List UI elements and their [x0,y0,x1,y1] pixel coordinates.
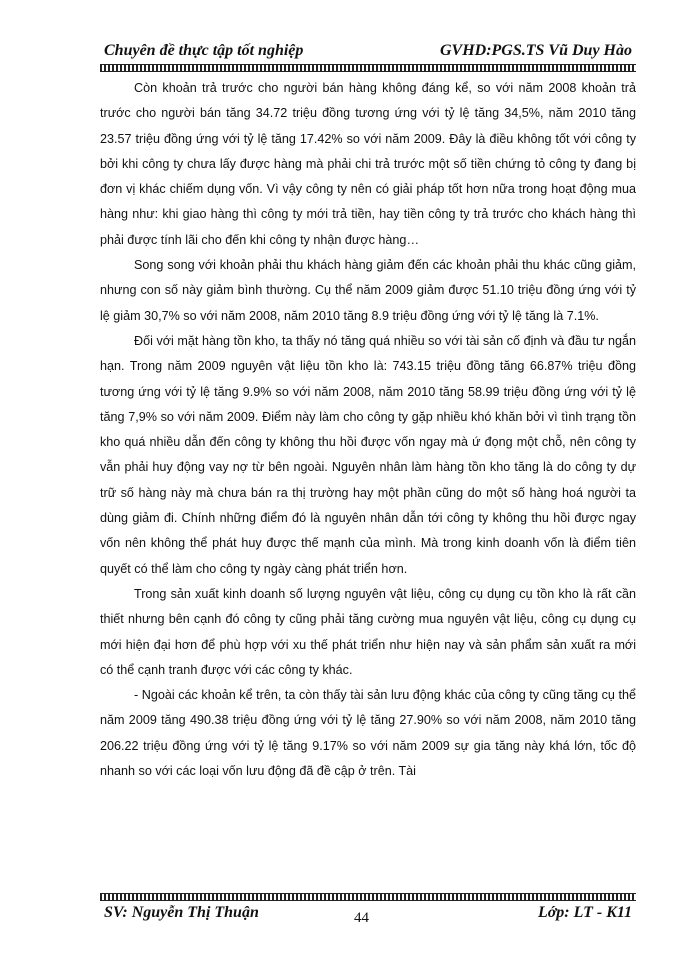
footer-student: SV: Nguyễn Thị Thuận [104,904,259,921]
header-divider [100,64,636,72]
header-advisor: GVHD:PGS.TS Vũ Duy Hào [439,42,632,59]
paragraph: - Ngoài các khoản kể trên, ta còn thấy tài sản lưu động khác của công ty cũng tăng cụ thể năm 2009 tăng 490.38 triệu đồng ứng với tỷ lệ tăng 27.90% so với năm 2008, năm 2010 tăng 206.22 triệu đồng ứng với tỷ lệ tăng 9.17% so với năm 2009 sự gia tăng này khá lớn, tốc độ nhanh so với các loại vốn lưu động đã đề cập ở trên. Tài [100,688,636,779]
paragraph: Trong sản xuất kinh doanh số lượng nguyên vật liệu, công cụ dụng cụ tồn kho là rất cần thiết nhưng bên cạnh đó công ty cũng phải tăng cường mua nguyên vật liệu, công cụ dụng cụ mới hiện đại hơn để phù hợp với xu thế phát triển như hiện nay và sản phẩm sản xuất ra mới có thể cạnh tranh được với các công ty khác. [100,586,636,677]
paragraph: Song song với khoản phải thu khách hàng giảm đến các khoản phải thu khác cũng giảm, nhưng con số này giảm bình thường. Cụ thể năm 2009 giảm được 51.10 triệu đồng ứng với tỷ lệ giảm 30,7% so với năm 2008, năm 2010 tăng 8.9 triệu đồng ứng với tỷ lệ tăng là 7.1%. [100,258,636,323]
document-body [100,76,636,784]
page-footer [104,904,632,928]
footer-divider [100,893,636,901]
header-title: Chuyên đề thực tập tốt nghiệp [104,42,304,59]
paragraph: Đối với mặt hàng tồn kho, ta thấy nó tăng quá nhiều so với tài sản cố định và đầu tư ngắn hạn. Trong năm 2009 nguyên vật liệu tồn kho là: 743.15 triệu đồng tăng 66.87% triệu đồng tương ứng với tỷ lệ tăng 9.9% so với năm 2008, năm 2010 tăng 58.99 triệu đồng ứng với tỷ lệ tăng 7,9% so với năm 2009. Điểm này làm cho công ty gặp nhiều khó khăn bởi vì tình trạng tồn kho quá nhiều dẫn đến công ty không thu hồi được vốn ngay mà ứ đọng một chỗ, nên công ty vẫn phải huy động vay nợ từ bên ngoài. Nguyên nhân làm hàng tồn kho tăng là do công ty dự trữ số hàng này mà chưa bán ra thị trường hay một phần cũng do một số hàng hoá người ta dùng giảm đi. Chính những điểm đó là nguyên nhân dẫn tới công ty không thu hồi được ngay vốn nên không thể phát huy được thế mạnh của mình. Mà trong kinh doanh vốn là điểm tiên quyết có thể làm cho công ty ngày càng phát triển hơn. [100,333,636,576]
page-header [104,42,632,64]
footer-class: Lớp: LT - K11 [537,904,632,921]
paragraph: Còn khoản trả trước cho người bán hàng không đáng kể, so với năm 2008 khoản trả trước cho người bán tăng 34.72 triệu đồng tương ứng với tỷ lệ tăng 34,5%, năm 2010 tăng 23.57 triệu đồng ứng với tỷ lệ tăng 17.42% so với năm 2009. Đây là điều không tốt với công ty bởi khi công ty chưa lấy được hàng mà phải chi trả trước một số tiền chứng tỏ công ty đang bị đơn vị khác chiếm dụng vốn. Vì vậy công ty nên có giải pháp tốt hơn nữa trong hoạt động mua hàng như: khi giao hàng thì công ty mới trả tiền, hay tiền công ty trả trước cho khách hàng thì phải được tính lãi cho đến khi công ty nhận được hàng… [100,81,636,247]
page-number: 44 [354,910,369,926]
